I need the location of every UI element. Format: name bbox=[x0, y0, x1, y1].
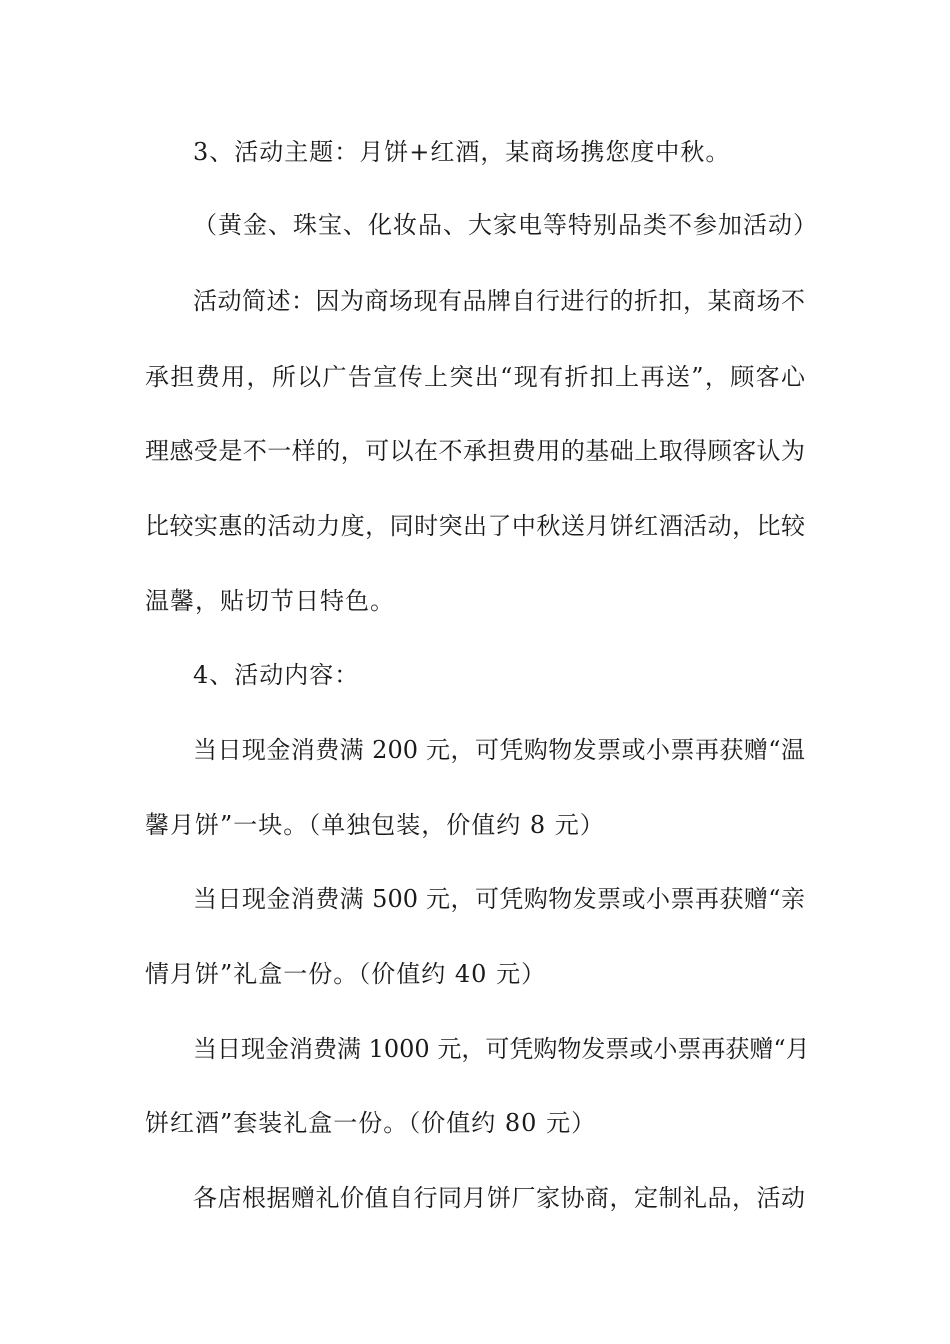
section-heading-theme: 3、活动主题：月饼+红酒，某商场携您度中秋。 bbox=[193, 138, 731, 166]
paragraph-line: 当日现金消费满 500 元，可凭购物发票或小票再获赠“亲 bbox=[193, 885, 805, 913]
paragraph-line: 温馨，贴切节日特色。 bbox=[145, 587, 395, 615]
paragraph-line: 当日现金消费满 200 元，可凭购物发票或小票再获赠“温 bbox=[193, 736, 805, 764]
paragraph-line: 饼红酒”套装礼盒一份。（价值约 80 元） bbox=[145, 1109, 597, 1137]
paragraph-line: （黄金、珠宝、化妆品、大家电等特别品类不参加活动） bbox=[193, 211, 818, 239]
paragraph-line: 承担费用，所以广告宣传上突出“现有折扣上再送”，顾客心 bbox=[145, 363, 805, 391]
paragraph-line: 馨月饼”一块。（单独包装，价值约 8 元） bbox=[145, 811, 605, 839]
paragraph-line: 活动简述：因为商场现有品牌自行进行的折扣，某商场不 bbox=[193, 287, 805, 315]
paragraph-line: 情月饼”礼盒一份。（价值约 40 元） bbox=[145, 960, 547, 988]
paragraph-line: 理感受是不一样的，可以在不承担费用的基础上取得顾客认为 bbox=[145, 437, 805, 465]
paragraph-line: 各店根据赠礼价值自行同月饼厂家协商，定制礼品，活动 bbox=[193, 1184, 805, 1212]
paragraph-line: 当日现金消费满 1000 元，可凭购物发票或小票再获赠“月 bbox=[193, 1035, 810, 1063]
section-heading-content: 4、活动内容： bbox=[193, 661, 360, 689]
paragraph-line: 比较实惠的活动力度，同时突出了中秋送月饼红酒活动，比较 bbox=[145, 512, 805, 540]
